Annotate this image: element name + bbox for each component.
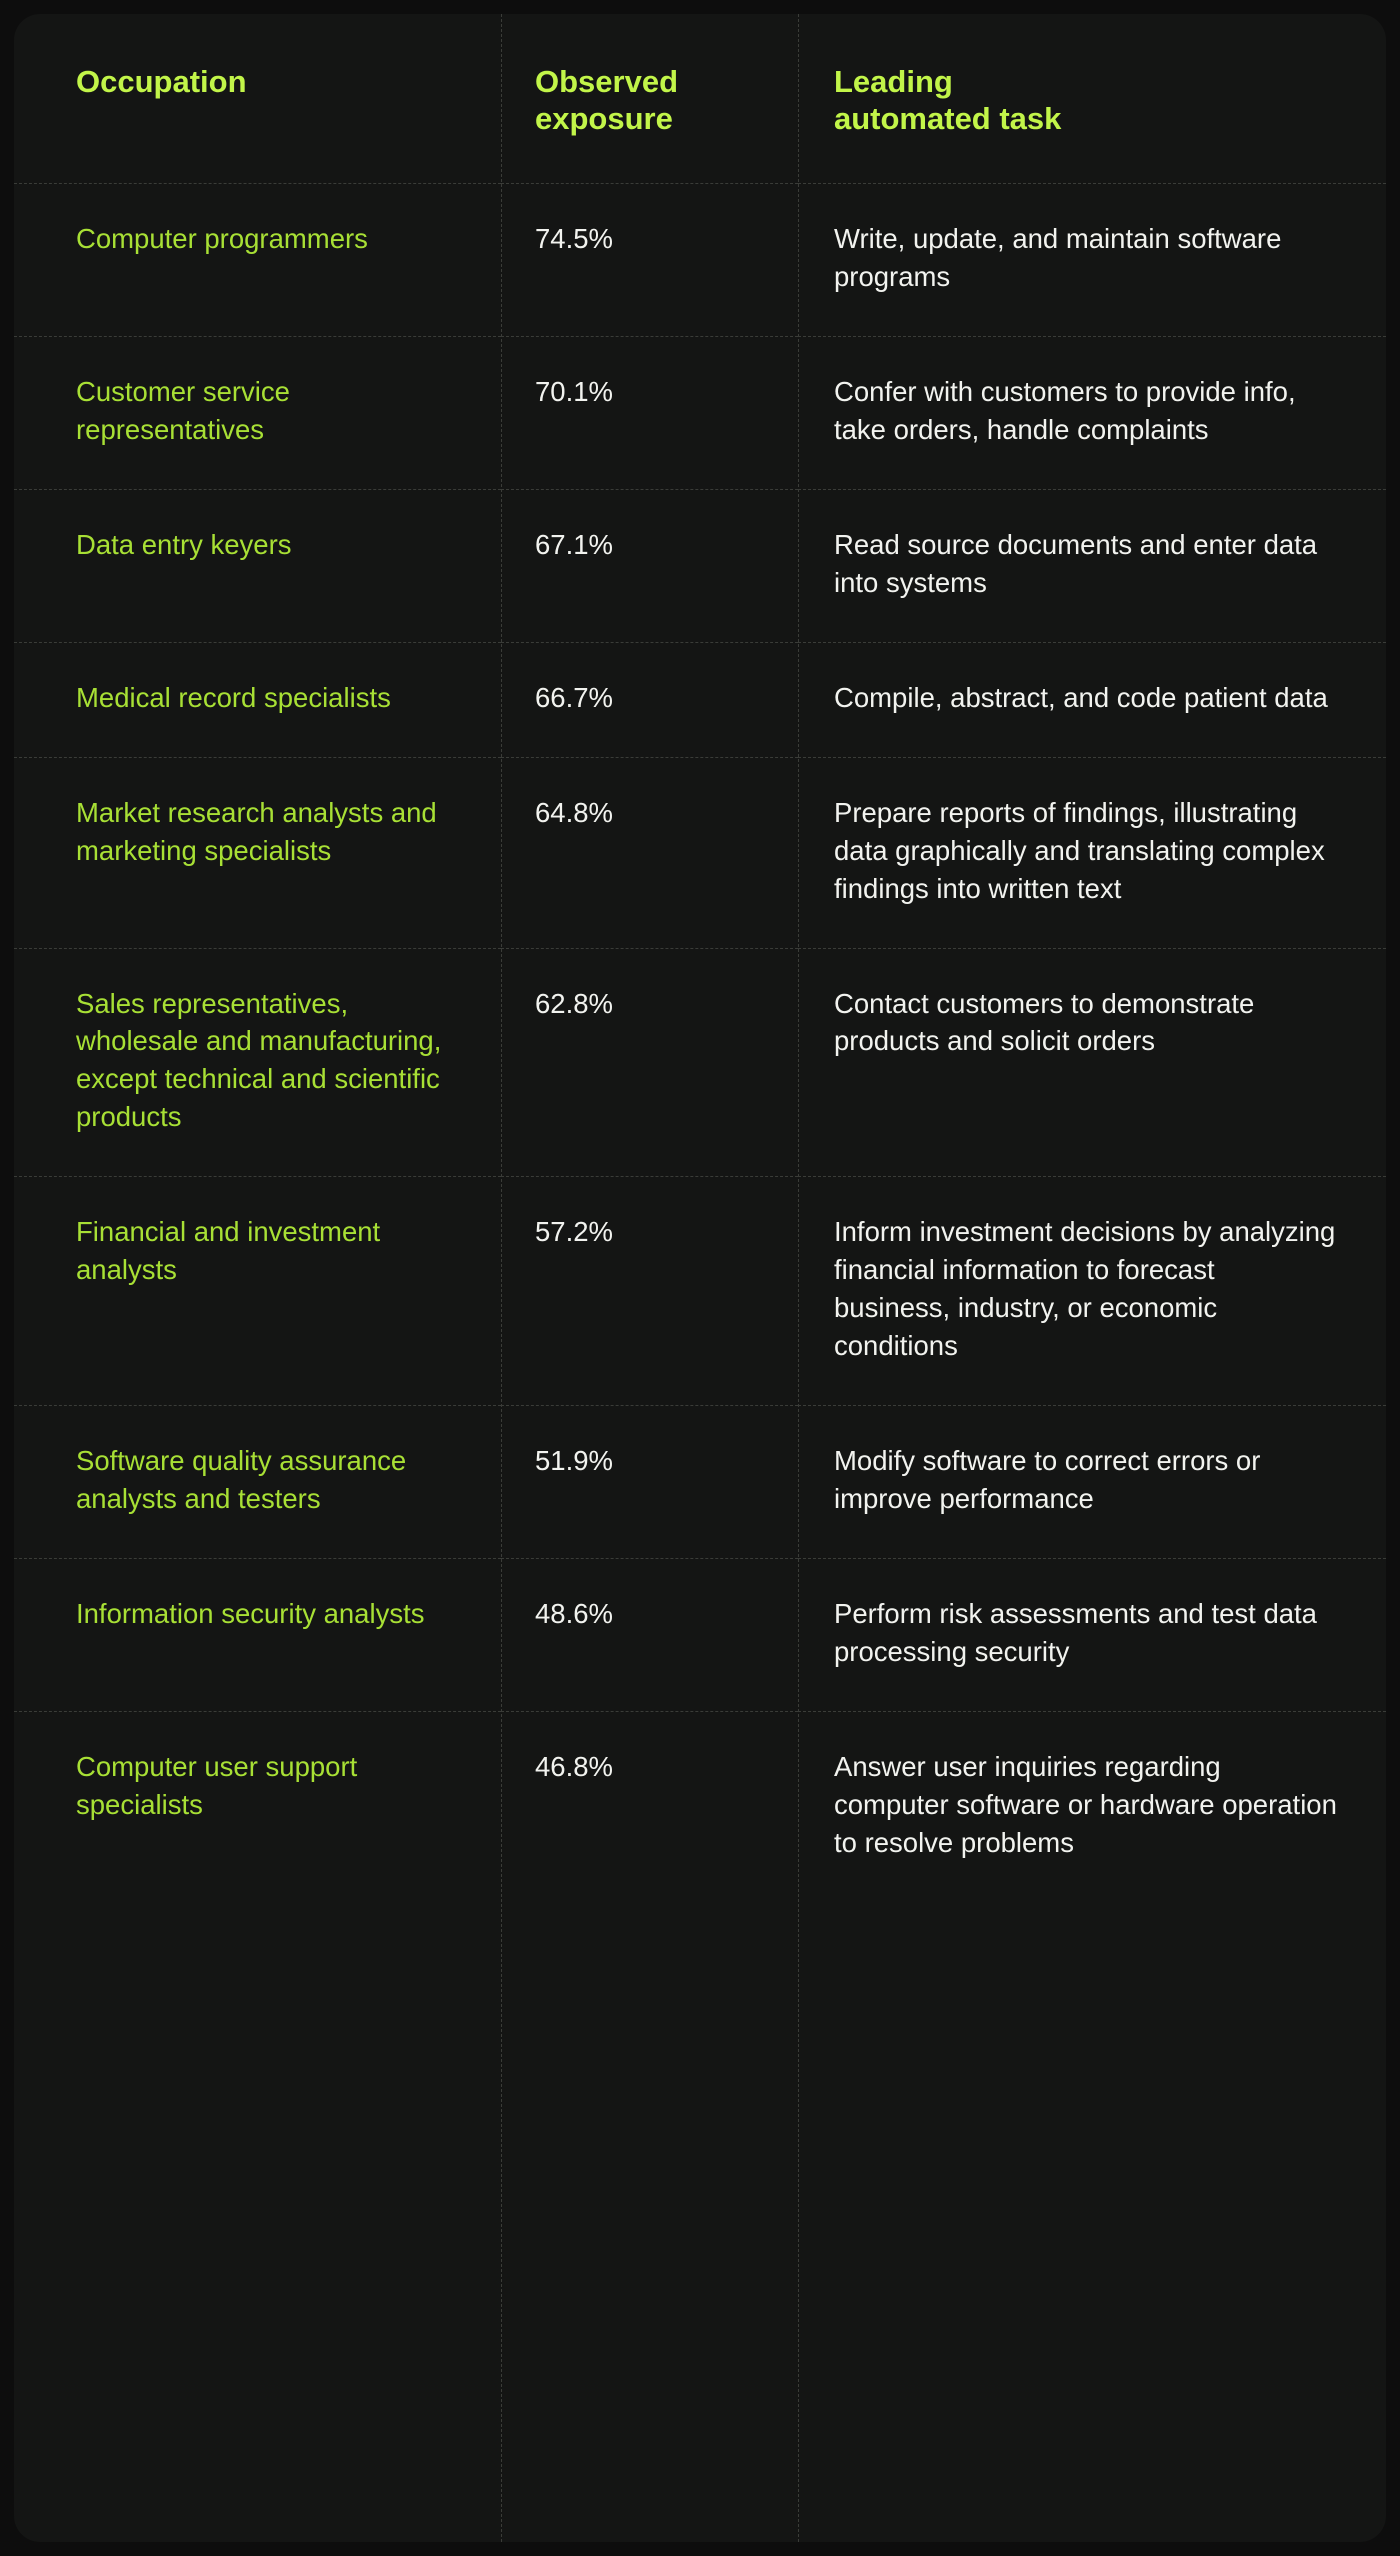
cell-observed-exposure: 46.8% <box>535 1750 613 1782</box>
cell-leading-automated-task: Perform risk assessments and test data processing security <box>798 1558 1386 1711</box>
cell-occupation: Customer service representatives <box>14 337 501 490</box>
cell-leading-automated-task: Read source documents and enter data into systems <box>798 489 1386 642</box>
cell-occupation: Medical record specialists <box>14 642 501 757</box>
column-header-leading-automated-task <box>798 14 1386 184</box>
cell-occupation: Information security analysts <box>14 1558 501 1711</box>
column-header-observed-exposure <box>501 14 798 184</box>
cell-observed-exposure: 57.2% <box>501 1177 798 1406</box>
cell-observed-exposure: 51.9% <box>501 1406 798 1559</box>
cell-occupation: Sales representatives, wholesale and manufacturing, except technical and scientific products <box>14 948 501 1177</box>
table-row <box>14 337 1386 490</box>
table-row <box>14 1558 1386 1711</box>
table-row <box>14 184 1386 337</box>
table-body <box>14 184 1386 1902</box>
cell-leading-automated-task: Write, update, and maintain software programs <box>798 184 1386 337</box>
exposure-table-card <box>14 14 1386 2542</box>
column-header-occupation: Occupation <box>14 14 501 184</box>
cell-leading-automated-task: Contact customers to demonstrate products and solicit orders <box>798 948 1386 1177</box>
table-header-row <box>14 14 1386 184</box>
cell-observed-exposure: 66.7% <box>501 642 798 757</box>
table-row <box>14 1177 1386 1406</box>
cell-observed-exposure: 64.8% <box>501 757 798 948</box>
column-header-leading-automated-task-line1: Leading <box>834 64 953 99</box>
table-row <box>14 642 1386 757</box>
cell-observed-exposure: 48.6% <box>501 1558 798 1711</box>
cell-leading-automated-task: Answer user inquiries regarding computer software or hardware operation to resolve problems <box>834 1750 1337 1858</box>
table-row <box>14 948 1386 1177</box>
cell-leading-automated-task: Prepare reports of findings, illustrating data graphically and translating complex findings into written text <box>798 757 1386 948</box>
table-header <box>14 14 1386 184</box>
cell-occupation: Market research analysts and marketing specialists <box>14 757 501 948</box>
cell-observed-exposure: 70.1% <box>501 337 798 490</box>
cell-occupation: Computer programmers <box>14 184 501 337</box>
cell-leading-automated-task: Confer with customers to provide info, take orders, handle complaints <box>798 337 1386 490</box>
cell-observed-exposure: 74.5% <box>501 184 798 337</box>
column-header-observed-exposure-line1: Observed <box>535 64 679 99</box>
table-row <box>14 757 1386 948</box>
table-row <box>14 1406 1386 1559</box>
cell-observed-exposure: 67.1% <box>501 489 798 642</box>
cell-occupation: Data entry keyers <box>14 489 501 642</box>
cell-observed-exposure: 62.8% <box>501 948 798 1177</box>
cell-occupation: Computer user support specialists <box>76 1750 358 1820</box>
table-row <box>14 1711 1386 1901</box>
occupation-exposure-table <box>14 14 1386 1902</box>
cell-occupation: Financial and investment analysts <box>14 1177 501 1406</box>
cell-leading-automated-task: Inform investment decisions by analyzing financial information to forecast business, industry, or economic conditions <box>798 1177 1386 1406</box>
column-header-observed-exposure-line2: exposure <box>535 100 673 136</box>
cell-leading-automated-task: Modify software to correct errors or improve performance <box>798 1406 1386 1559</box>
cell-occupation: Software quality assurance analysts and testers <box>14 1406 501 1559</box>
table-row <box>14 489 1386 642</box>
column-header-leading-automated-task-line2: automated task <box>834 100 1062 136</box>
cell-leading-automated-task: Compile, abstract, and code patient data <box>798 642 1386 757</box>
